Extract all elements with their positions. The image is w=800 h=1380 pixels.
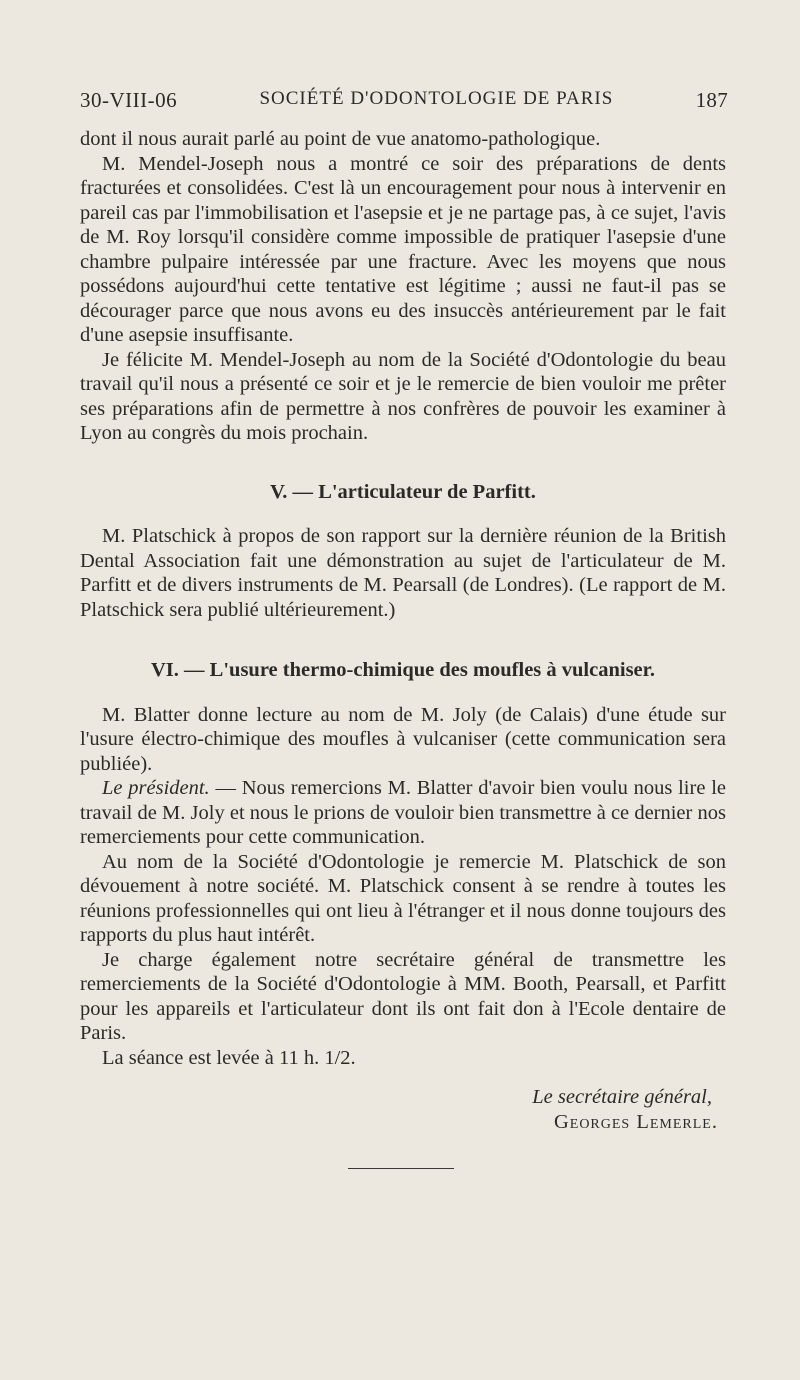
section-vi-paragraph-1: M. Blatter donne lecture au nom de M. Joly (de Calais) d'une étude sur l'usure électro-chimique des moufles à vulcaniser (cette communication sera publiée).	[80, 703, 726, 775]
section-vi-heading	[80, 658, 726, 683]
intro-paragraph-1: dont il nous aurait parlé au point de vue anatomo-pathologique.	[80, 128, 601, 150]
section-v-numeral: V. —	[270, 480, 314, 503]
intro-paragraph-2: M. Mendel-Joseph nous a montré ce soir des préparations de dents fracturées et consolidées. C'est là un encouragement pour nous à intervenir en pareil cas par l'immobilisation et l'asepsie et je ne partage pas, à ce sujet, l'avis de M. Roy lorsqu'il considère comme impossible de pratiquer l'asepsie d'une chambre pulpaire intéressée par une fracture. Avec les moyens que nous possédons aujourd'hui cette tentative est légitime ; aussi ne faut-il pas se décourager parce que nous avons eu des insuccès antérieurement par le fait d'une asepsie insuffisante.	[80, 152, 726, 346]
signature-block	[80, 1085, 726, 1134]
section-v-heading	[80, 480, 726, 505]
president-label: Le président.	[102, 777, 210, 799]
header-title: SOCIÉTÉ D'ODONTOLOGIE DE PARIS	[259, 88, 614, 109]
signature-name: Georges Lemerle.	[553, 1110, 718, 1133]
body-text	[80, 127, 726, 1070]
section-vi-paragraph-3: Au nom de la Société d'Odontologie je remercie M. Platschick de son dévouement à notre société. M. Platschick consent à se rendre à toutes les réunions professionnelles qui ont lieu à l'étranger et il nous donne toujours des rapports du plus haut intérêt.	[80, 850, 726, 946]
section-v-paragraph: M. Platschick à propos de son rapport sur la dernière réunion de la British Dental Association fait une démonstration au sujet de l'articulateur de M. Parfitt et de divers instruments de M. Pearsall (de Londres). (Le rapport de M. Platschick sera publié ultérieurement.)	[80, 525, 726, 621]
header-date: 30-VIII-06	[80, 88, 178, 112]
page-number: 187	[695, 88, 728, 112]
intro-paragraph-3: Je félicite M. Mendel-Joseph au nom de la Société d'Odontologie du beau travail qu'il nous a présenté ce soir et je le remercie de bien vouloir me prêter ses préparations afin de permettre à nos confrères de pouvoir les examiner à Lyon au congrès du mois prochain.	[80, 348, 726, 444]
section-vi-paragraph-2	[80, 776, 726, 850]
section-v-title: L'articulateur de Parfitt.	[318, 480, 536, 503]
president-remarks: — Nous remercions M. Blatter d'avoir bien voulu nous lire le travail de M. Joly et nous le prions de vouloir bien transmettre à ce dernier nos remerciements pour cette communication.	[80, 777, 726, 848]
section-vi-title: L'usure thermo-chimique des moufles à vulcaniser.	[209, 659, 655, 681]
section-vi-numeral: VI. —	[151, 659, 205, 681]
section-vi-paragraph-4: Je charge également notre secrétaire général de transmettre les remerciements de la Société d'Odontologie à MM. Booth, Pearsall, et Parfitt pour les appareils et l'articulateur dont ils ont fait don à l'Ecole dentaire de Paris.	[80, 948, 726, 1044]
signature-role: Le secrétaire général,	[532, 1086, 712, 1108]
closing-rule	[348, 1168, 454, 1169]
running-header	[80, 88, 728, 113]
section-vi-paragraph-5: La séance est levée à 11 h. 1/2.	[102, 1046, 356, 1069]
